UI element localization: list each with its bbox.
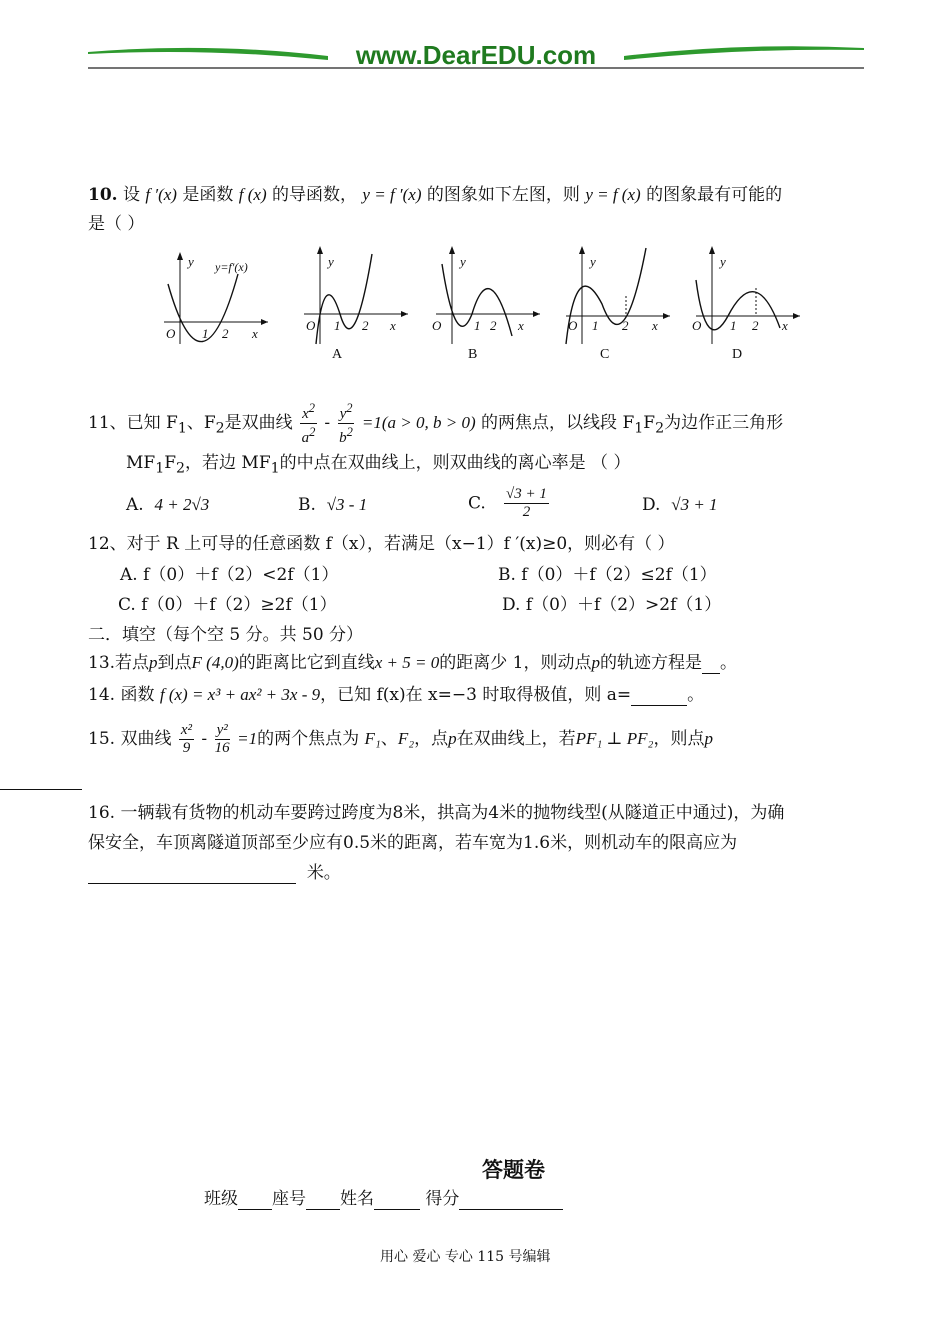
svg-text:x: x	[652, 318, 658, 333]
header-banner	[88, 40, 864, 70]
hyperbola-x-term: $\frac{x^2}{a^2}$	[301, 401, 316, 446]
graph-a	[304, 246, 408, 362]
svg-text:O: O	[166, 326, 176, 341]
q10-graphs	[160, 244, 810, 364]
answer-sheet-title: 答题卷	[482, 1158, 545, 1182]
graph-main	[164, 252, 268, 344]
answer-sheet-info: 班级 座号 姓名 得分	[204, 1188, 563, 1210]
svg-text:1: 1	[474, 318, 481, 333]
hyperbola-y-term: $\frac{y^2}{b^2}$	[339, 401, 353, 446]
q12-option-c: C. f（0）＋f（2）≥2f（1）	[118, 595, 337, 615]
graph-c-label: C	[600, 347, 610, 362]
q14-answer-blank[interactable]	[631, 705, 687, 706]
q13-answer-blank[interactable]	[702, 673, 720, 674]
graph-main-label: y=f′(x)	[215, 260, 248, 274]
svg-text:y: y	[720, 254, 726, 269]
q11-option-c: C. $\frac{√3 + 1}{2}$	[468, 486, 547, 520]
q14: 14. 函数 f (x) = x³ + ax² + 3x - 9，已知 f(x)在 x=−3 时取得极值，则 a= 。	[88, 685, 705, 705]
q10-line1: 10. 设 f ′(x) 是函数 f (x) 的导函数， y = f ′(x) 的图象如下左图，则 y = f (x) 的图象最有可能的	[88, 185, 783, 205]
q10-line2: 是（ ）	[88, 214, 145, 234]
svg-text:1: 1	[730, 318, 737, 333]
svg-text:y: y	[460, 254, 466, 269]
q15: 15. 双曲线 $\frac{\text{x²}}{9}$ - $\frac{\text{y²}}{16}$ =1的两个焦点为 F₁、F₂，点p在双曲线上，若PF₁ ⊥ PF₂，则点p	[88, 722, 713, 756]
q16-line3: 米。	[88, 862, 341, 884]
svg-text:y: y	[328, 254, 334, 269]
graph-b-label: B	[468, 347, 478, 362]
svg-text:2: 2	[752, 318, 759, 333]
q12-option-a: A. f（0）＋f（2）<2f（1）	[120, 565, 339, 585]
q11-option-d: D. √3 + 1	[642, 495, 718, 515]
q16-line2: 保安全，车顶离隧道顶部至少应有0.5米的距离，若车宽为1.6米，则机动车的限高应为	[88, 833, 738, 853]
q12-option-d: D. f（0）＋f（2）>2f（1）	[502, 595, 722, 615]
svg-text:2: 2	[222, 326, 229, 341]
svg-text:O: O	[692, 318, 702, 333]
name-field[interactable]	[374, 1209, 420, 1210]
seat-field[interactable]	[306, 1209, 340, 1210]
svg-text:2: 2	[490, 318, 497, 333]
q16-answer-blank[interactable]	[88, 883, 296, 884]
graph-d-label: D	[732, 347, 743, 362]
class-field[interactable]	[238, 1209, 272, 1210]
svg-text:1: 1	[592, 318, 599, 333]
svg-text:x: x	[390, 318, 396, 333]
q13: 13.若点p到点F (4,0)的距离比它到直线x + 5 = 0的距离少 1，则动点p的轨迹方程是 。	[88, 653, 737, 673]
graph-d	[692, 246, 800, 362]
q12-line1: 12、对于 R 上可导的任意函数 f（x），若满足（x−1）f ′(x)≥0，则必有（ ）	[88, 534, 675, 554]
graph-a-label: A	[332, 347, 343, 362]
svg-text:x: x	[252, 326, 258, 341]
q11-option-b: B. √3 - 1	[298, 495, 368, 515]
svg-text:O: O	[568, 318, 578, 333]
svg-text:2: 2	[362, 318, 369, 333]
q16-line1: 16. 一辆载有货物的机动车要跨过跨度为8米，拱高为4米的抛物线型(从隧道正中通过)，为确	[88, 803, 785, 823]
q11-line1: 11、已知 $F_1$、$F_2$是双曲线 $\frac{x^2}{a^2}$ - $\frac{y^2}{b^2}$ =1(a > 0, b > 0) 的两焦点，以线段 $F_1F_2$为边作正三角形	[88, 401, 784, 446]
svg-text:O: O	[306, 318, 316, 333]
q11-line2: $MF_1F_2$，若边 $MF_1$的中点在双曲线上，则双曲线的离心率是 （ ）	[126, 453, 631, 477]
svg-text:O: O	[432, 318, 442, 333]
svg-text:x: x	[518, 318, 524, 333]
footer: 用心 爱心 专心 115 号编辑	[380, 1249, 551, 1265]
section-fill-in-title: 二．填空（每个空 5 分。共 50 分）	[88, 625, 364, 645]
svg-text:2: 2	[622, 318, 629, 333]
graph-main-y: y	[188, 254, 194, 269]
site-name: www.DearEDU.com	[355, 40, 597, 70]
svg-text:y: y	[590, 254, 596, 269]
graph-c	[566, 246, 670, 362]
svg-text:1: 1	[334, 318, 341, 333]
svg-text:1: 1	[202, 326, 209, 341]
svg-text:x: x	[782, 318, 788, 333]
q12-option-b: B. f（0）＋f（2）≤2f（1）	[498, 565, 717, 585]
q15-answer-blank[interactable]	[0, 789, 82, 790]
q11-option-a: A. 4 + 2√3	[126, 495, 210, 515]
score-field[interactable]	[459, 1209, 563, 1210]
graph-b	[432, 246, 540, 362]
